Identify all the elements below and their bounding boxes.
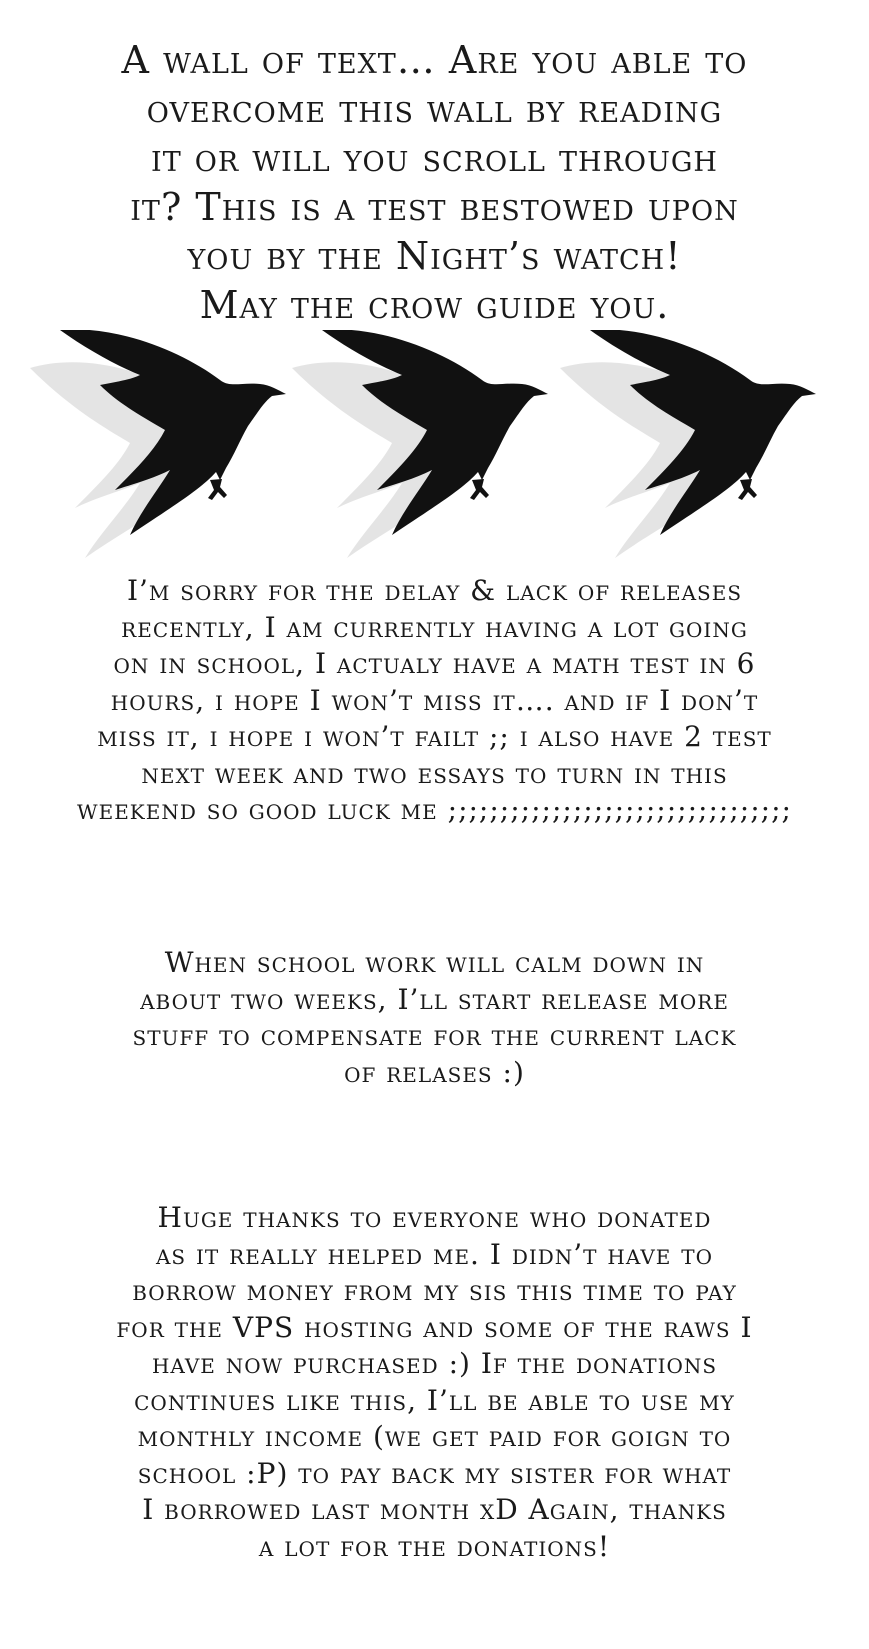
paragraph-line: stuff to compensate for the current lack <box>132 1019 737 1052</box>
paragraph-line: recently, I am currently having a lot going <box>121 610 748 644</box>
paragraph-line: for the VPS hosting and some of the raws I <box>116 1310 753 1344</box>
paragraph-line: school :P) to pay back my sister for what <box>137 1456 732 1490</box>
paragraph-line: a lot for the donations! <box>258 1529 611 1563</box>
crow-illustration <box>20 330 850 560</box>
apology-paragraph <box>0 573 869 829</box>
flying-crow-icon <box>20 330 300 560</box>
heading-line: it or will you scroll through <box>151 136 718 180</box>
paragraph-line: on in school, I actualy have a math test in 6 <box>113 647 756 680</box>
paragraph-line: monthly income (we get paid for goign to <box>137 1420 732 1453</box>
paragraph-line: borrow money from my sis this time to pay <box>132 1274 737 1307</box>
paragraph-line: continues like this, I’ll be able to use my <box>134 1383 735 1417</box>
thanks-paragraph <box>0 1200 869 1565</box>
paragraph-line: I’m sorry for the delay & lack of releases <box>126 574 743 607</box>
paragraph-line: weekend so good luck me ;;;;;;;;;;;;;;;;;;;;;;;;;;;;;;;;; <box>77 793 792 826</box>
paragraph-line: I borrowed last month xD Again, thanks <box>142 1493 727 1526</box>
paragraph-line: hours, i hope I won’t miss it…. and if I don’t <box>110 683 759 717</box>
paragraph-line: When school work will calm down in <box>164 946 705 979</box>
heading-line: you by the Night’s watch! <box>187 234 682 278</box>
paragraph-line: of relases :) <box>344 1055 525 1089</box>
paragraph-line: as it really helped me. I didn’t have to <box>155 1237 713 1271</box>
heading-line: overcome this wall by reading <box>146 87 723 131</box>
flying-crow-icon <box>282 330 562 560</box>
flying-crow-icon <box>550 330 830 560</box>
page-heading <box>0 36 869 330</box>
paragraph-line: Huge thanks to everyone who donated <box>157 1201 712 1234</box>
schedule-paragraph <box>0 945 869 1091</box>
heading-line: A wall of text… Are you able to <box>121 38 748 82</box>
heading-line: it? This is a test bestowed upon <box>130 185 739 229</box>
paragraph-line: miss it, i hope i won’t failt ;; i also have 2 test <box>97 720 772 753</box>
paragraph-line: have now purchased :) If the donations <box>151 1347 718 1380</box>
paragraph-line: next week and two essays to turn in this <box>141 756 728 790</box>
paragraph-line: about two weeks, I’ll start release more <box>140 982 729 1016</box>
heading-line: May the crow guide you. <box>199 283 670 327</box>
